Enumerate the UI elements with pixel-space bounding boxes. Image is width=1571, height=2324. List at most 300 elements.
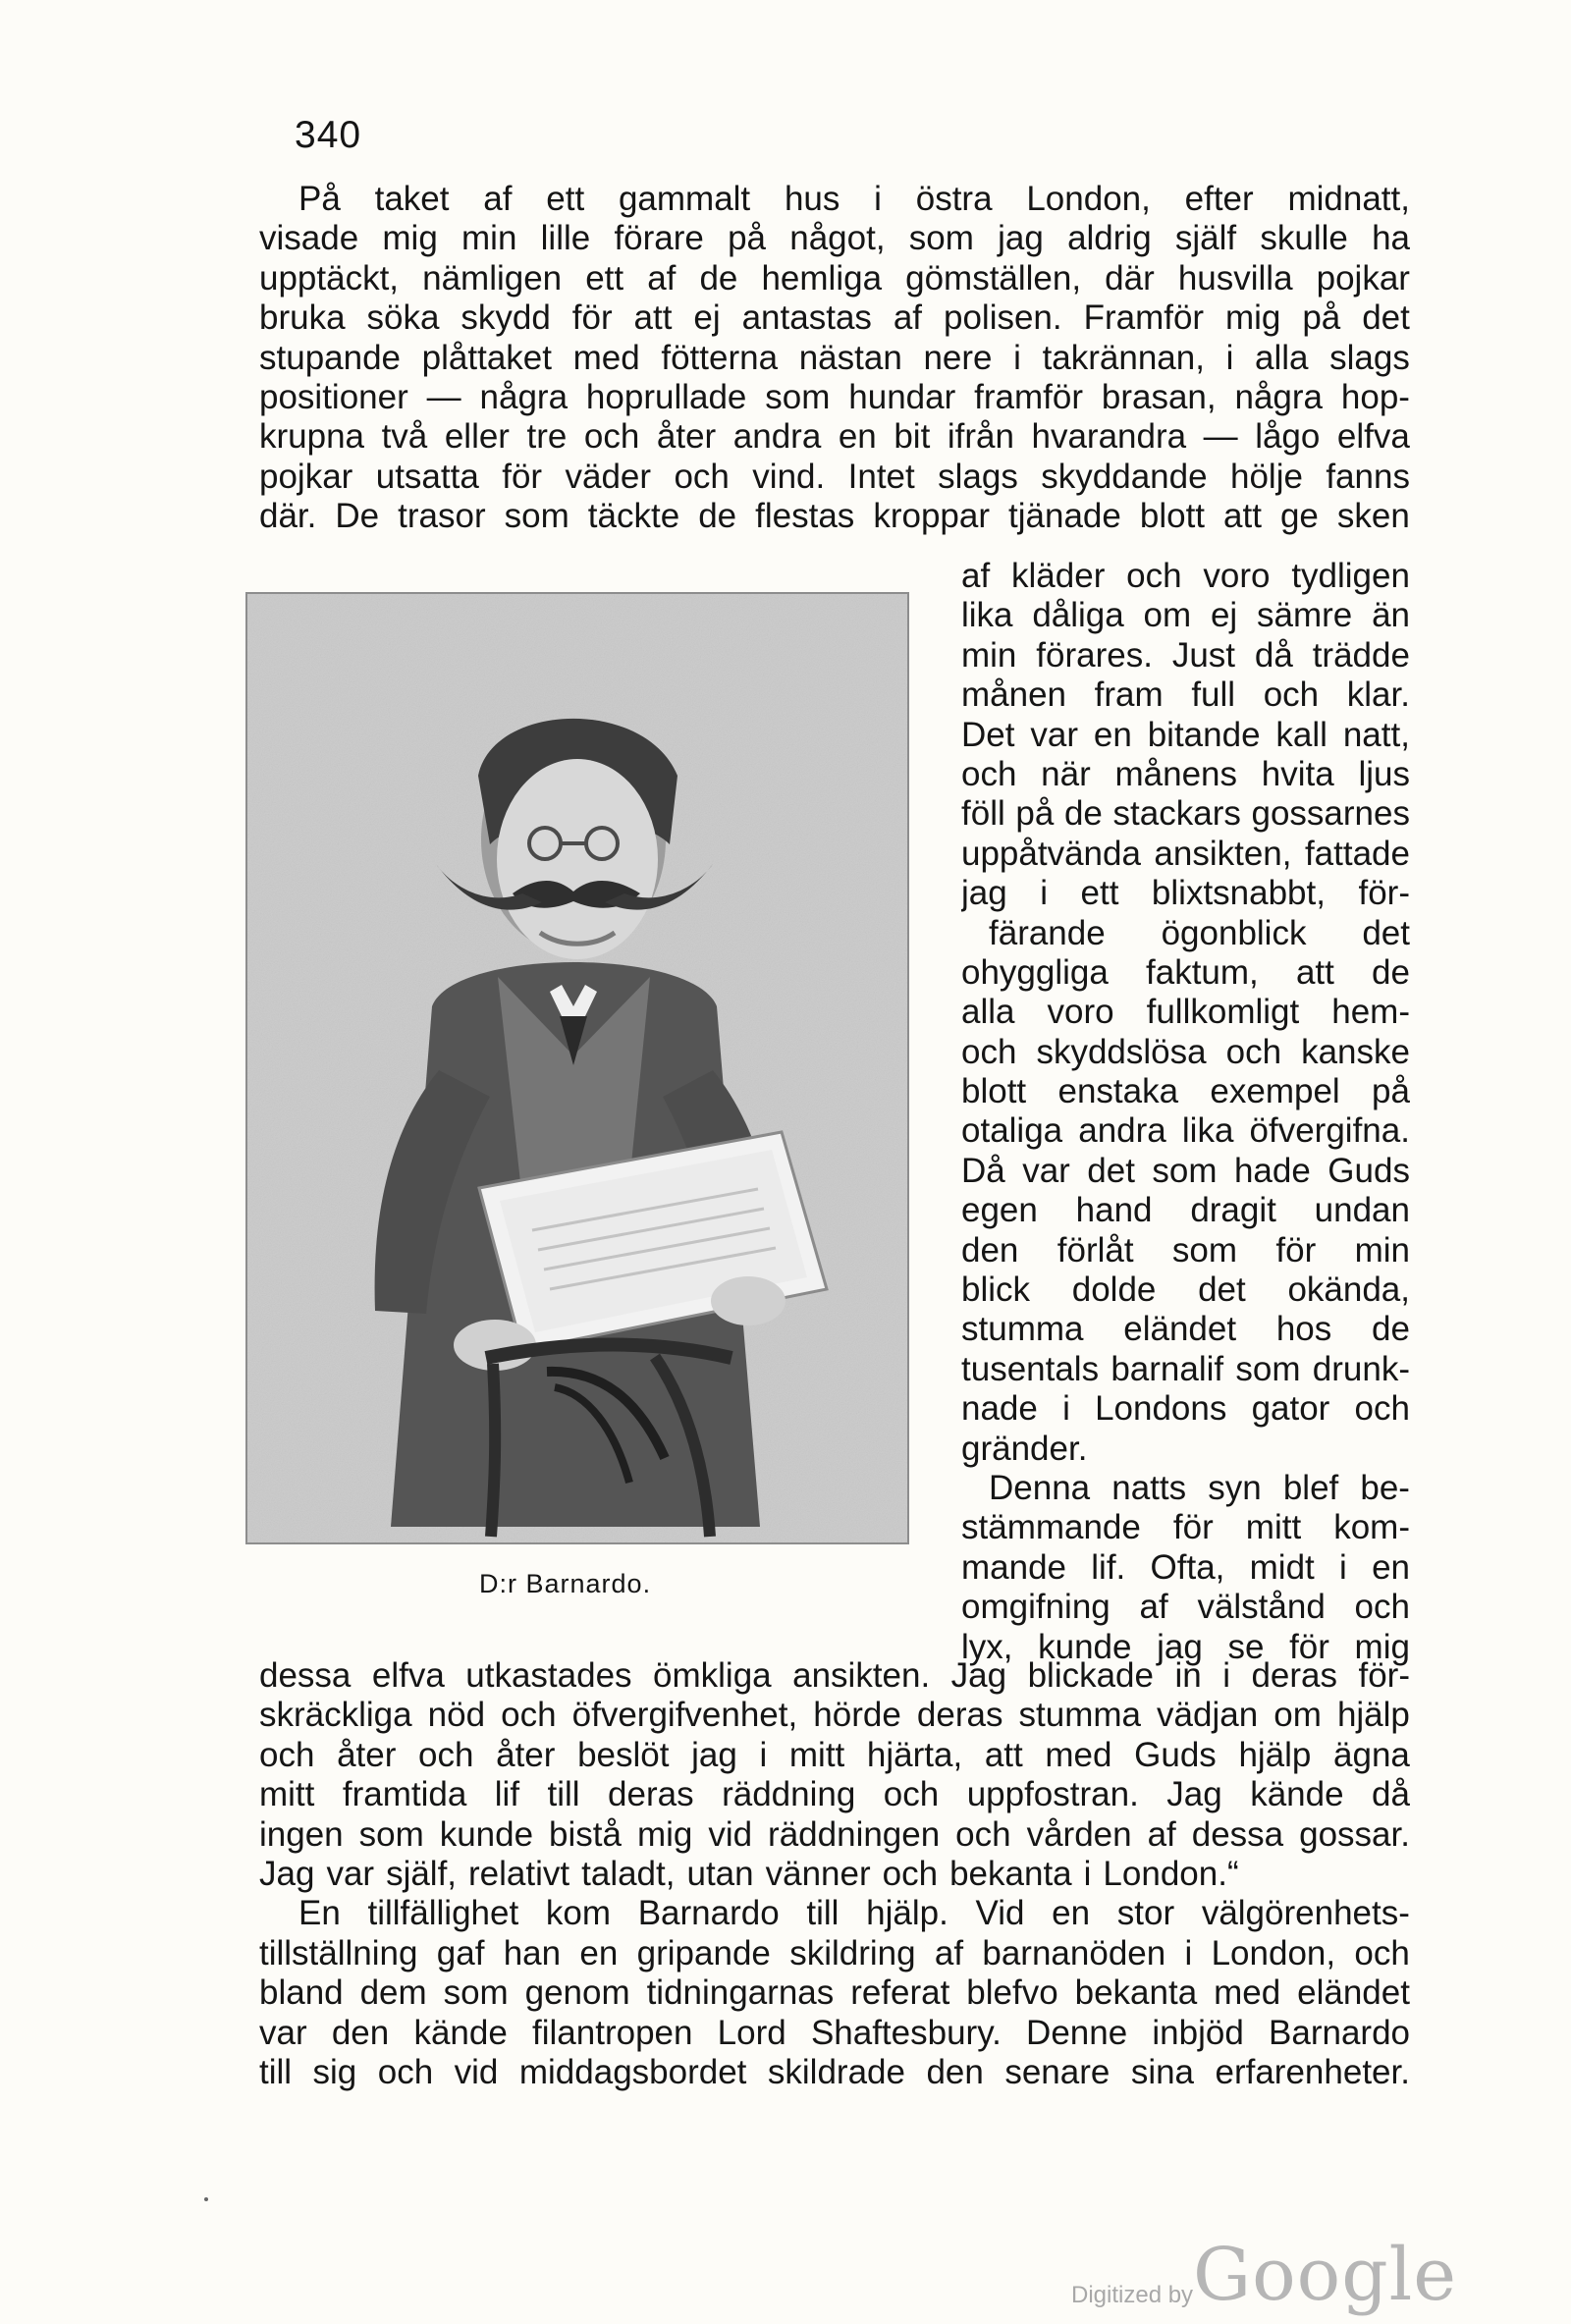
word: referat — [850, 1973, 950, 2013]
word: blefvo — [966, 1973, 1058, 2013]
word: tjänade — [1008, 497, 1121, 536]
portrait-photo — [245, 592, 909, 1544]
word: krupna — [259, 417, 365, 457]
word: bland — [259, 1973, 344, 2013]
word: ansikten. — [792, 1656, 931, 1695]
word: det — [1362, 298, 1410, 338]
word: det — [1198, 1270, 1246, 1310]
word: stor — [1116, 1894, 1175, 1933]
word: slags — [938, 457, 1018, 496]
word: gator — [1251, 1389, 1330, 1429]
word: den — [331, 2013, 390, 2052]
word: Shaftesbury. — [810, 2013, 1002, 2052]
text-line — [961, 794, 1410, 834]
word: vädjan — [1157, 1696, 1259, 1735]
word: var — [326, 1854, 375, 1893]
word: enstaka — [1057, 1072, 1179, 1111]
word: trädde — [1312, 635, 1410, 675]
word: bistå — [549, 1814, 622, 1854]
word: af — [893, 298, 923, 338]
top-text-block — [259, 180, 1410, 537]
text-line — [961, 1152, 1410, 1191]
word: kände — [413, 2013, 508, 2052]
word: Denna — [989, 1468, 1091, 1507]
word: Ofta, — [1150, 1547, 1225, 1587]
word: bekanta — [949, 1854, 1072, 1893]
word: ögonblick — [1161, 913, 1307, 952]
word: eländet — [1123, 1310, 1237, 1349]
word: några — [1234, 377, 1324, 416]
word: hjärta, — [866, 1735, 963, 1774]
word: in — [1174, 1656, 1202, 1695]
photo-caption: D:r Barnardo. — [479, 1569, 652, 1598]
word: taket — [374, 180, 450, 218]
text-line — [961, 1389, 1410, 1429]
word: eller — [444, 417, 510, 457]
text-line — [259, 180, 1410, 219]
word: öfvergifvenhet, — [571, 1696, 798, 1735]
word: kunde — [439, 1814, 534, 1854]
word: klar. — [1346, 676, 1410, 715]
word: sken — [1336, 497, 1410, 536]
word: skyddande — [1041, 457, 1208, 496]
word: på — [1302, 298, 1341, 338]
word: egen — [961, 1191, 1038, 1230]
text-line — [259, 2053, 1410, 2092]
word: mig — [636, 1814, 693, 1854]
word: tre — [526, 417, 568, 457]
word: Vid — [975, 1894, 1025, 1933]
word: skulle — [1260, 219, 1348, 258]
word: välstånd — [1197, 1588, 1326, 1627]
word: täckte — [587, 497, 680, 536]
word: mitt — [788, 1735, 845, 1774]
text-line — [259, 259, 1410, 298]
word: om — [1273, 1696, 1322, 1735]
word: Jag — [950, 1656, 1007, 1695]
word: vind. — [752, 457, 826, 496]
word: och — [1354, 1389, 1410, 1429]
word: deras — [608, 1775, 694, 1814]
word: utsatta — [375, 457, 479, 496]
word: färande — [989, 913, 1106, 952]
word: lika — [961, 596, 1013, 635]
word: skydd — [460, 298, 551, 338]
word: på — [728, 219, 767, 258]
word: pojkar — [259, 457, 353, 496]
word: kroppar — [873, 497, 990, 536]
word: sämre — [1257, 596, 1353, 635]
word: okända, — [1287, 1270, 1410, 1310]
text-line — [961, 755, 1410, 794]
word: voro — [1203, 557, 1271, 595]
word: mitt — [259, 1775, 315, 1814]
word: På — [298, 180, 341, 218]
word: om — [1143, 596, 1192, 635]
word: med — [1045, 1735, 1112, 1774]
word: undan — [1314, 1191, 1410, 1230]
word: till — [547, 1775, 580, 1814]
word: blick — [961, 1270, 1031, 1310]
word: faktum, — [1146, 952, 1259, 992]
word: barnalif — [1111, 1349, 1224, 1388]
word: jag — [961, 874, 1007, 913]
word: en — [838, 417, 877, 457]
word: kunde — [1038, 1627, 1132, 1666]
word: i — [1062, 1389, 1070, 1429]
word: uppfostran. — [966, 1775, 1139, 1814]
word: skildring — [789, 1933, 916, 1973]
word: som — [765, 377, 831, 416]
word: af — [647, 258, 677, 297]
word: lille — [540, 219, 591, 258]
word: min — [461, 219, 517, 258]
word: den — [961, 1230, 1019, 1270]
word: efter — [1184, 180, 1254, 218]
word: hjälp — [1238, 1735, 1312, 1774]
word: se — [1227, 1627, 1265, 1666]
word: aldrig — [1067, 219, 1152, 258]
word: Just — [1171, 635, 1236, 675]
text-line — [259, 219, 1410, 258]
word: bekanta — [1074, 1973, 1198, 2013]
word: hvita — [1261, 754, 1334, 793]
word: Denne — [1026, 2013, 1128, 2052]
word: på — [1015, 794, 1055, 834]
word: själf, — [386, 1854, 458, 1893]
word: han — [503, 1933, 562, 1973]
word: och — [1354, 1933, 1410, 1973]
word: Barnardo — [637, 1894, 780, 1933]
word: blott — [1139, 497, 1206, 536]
word: Intet — [847, 457, 915, 496]
word: i — [1225, 338, 1234, 377]
word: blickade — [1027, 1656, 1154, 1695]
word: Det — [961, 715, 1015, 754]
word: det — [1362, 913, 1410, 952]
word: mitt — [1245, 1508, 1302, 1547]
word: hand — [1075, 1191, 1153, 1230]
word: ägna — [1333, 1735, 1410, 1774]
word: genom — [524, 1973, 630, 2013]
word: lyx, — [961, 1627, 1013, 1666]
word: kall — [1275, 715, 1327, 754]
word: Guds — [1327, 1151, 1410, 1190]
word: välgörenhets- — [1201, 1894, 1410, 1933]
word: för — [1172, 1508, 1214, 1547]
word: af — [934, 1933, 964, 1973]
word: — — [426, 377, 461, 416]
word: där. — [259, 497, 317, 536]
text-line — [961, 1231, 1410, 1270]
word: själf — [1174, 219, 1237, 258]
word: En — [298, 1894, 341, 1933]
word: dem — [359, 1973, 427, 2013]
text-line — [961, 676, 1410, 715]
word: som — [504, 497, 569, 536]
word: kom — [545, 1894, 612, 1933]
word: i — [874, 180, 882, 218]
word: då — [1372, 1775, 1410, 1814]
text-line — [961, 993, 1410, 1032]
word: när — [1041, 754, 1091, 793]
text-line — [259, 1736, 1410, 1775]
word: syn — [1208, 1468, 1262, 1507]
word: London, — [1026, 180, 1151, 218]
word: framtida — [342, 1775, 467, 1814]
word: var — [259, 2013, 307, 2052]
word: sig — [312, 2052, 357, 2091]
word: Guds — [1134, 1735, 1217, 1774]
text-line — [961, 1430, 1410, 1469]
word: och — [1354, 1588, 1410, 1627]
word: dessa — [259, 1656, 352, 1695]
word: åter — [496, 1735, 556, 1774]
word: stumma — [961, 1310, 1084, 1349]
word: hade — [1233, 1151, 1311, 1190]
word: pojkar — [1316, 258, 1410, 297]
word: kläder — [1011, 557, 1106, 595]
word: och — [882, 1854, 939, 1893]
word: vården — [1026, 1814, 1132, 1854]
word: söka — [366, 298, 440, 338]
word: en — [1093, 715, 1132, 754]
word: hus — [784, 180, 840, 218]
word: jag — [691, 1735, 737, 1774]
word: alla — [961, 993, 1015, 1032]
word: en — [579, 1933, 619, 1973]
word: plåttaket — [421, 338, 552, 377]
word: min — [961, 635, 1017, 675]
word: omgifning — [961, 1588, 1111, 1627]
word: och — [674, 457, 730, 496]
word: att — [633, 298, 673, 338]
bottom-text-block — [259, 1656, 1410, 2092]
word: och — [259, 1735, 315, 1774]
word: stupande — [259, 338, 402, 377]
word: positioner — [259, 377, 408, 416]
word: tillställning — [259, 1933, 418, 1973]
text-line — [259, 339, 1410, 378]
word: nästan — [798, 338, 902, 377]
word: drunk- — [1312, 1349, 1410, 1388]
word: räddning — [722, 1775, 856, 1814]
word: upptäckt, — [259, 258, 400, 297]
side-text-block — [961, 557, 1410, 1667]
word: hörde — [813, 1696, 901, 1735]
word: middagsbordet — [518, 2052, 747, 2091]
word: deras — [1251, 1656, 1337, 1695]
word: öfvergifna. — [1249, 1111, 1410, 1151]
word: som — [908, 219, 974, 258]
word: hjälp — [1336, 1696, 1410, 1735]
word: i — [1083, 1854, 1092, 1893]
text-line — [259, 458, 1410, 497]
word: antastas — [741, 298, 872, 338]
word: tidningarnas — [646, 1973, 835, 2013]
word: gripande — [636, 1933, 771, 1973]
word: för — [1275, 1230, 1317, 1270]
word: som — [1235, 1349, 1301, 1388]
word: husvilla — [1177, 258, 1293, 297]
word: jag — [998, 219, 1044, 258]
word: som — [358, 1814, 424, 1854]
text-line — [259, 1696, 1410, 1735]
word: brasan, — [1101, 377, 1217, 416]
word: till — [806, 1894, 840, 1933]
word: kände — [1250, 1775, 1344, 1814]
word: dolde — [1071, 1270, 1157, 1310]
text-line — [961, 1111, 1410, 1151]
word: ej — [1210, 596, 1238, 635]
word: be- — [1360, 1468, 1410, 1507]
word: taladt, — [581, 1854, 676, 1893]
word: trasor — [398, 497, 486, 536]
word: andra — [732, 417, 822, 457]
word: som — [1152, 1151, 1218, 1190]
word: förares. — [1036, 635, 1153, 675]
scan-speck — [204, 2197, 208, 2201]
word: Då — [961, 1151, 1005, 1190]
word: senare — [1004, 2052, 1111, 2091]
word: af — [1139, 1588, 1168, 1627]
word: och — [377, 2052, 434, 2091]
text-line — [961, 1191, 1410, 1230]
word: föll — [961, 794, 1005, 834]
word: för — [571, 298, 613, 338]
word: ej — [693, 298, 721, 338]
word: de — [1063, 794, 1103, 834]
text-line — [961, 914, 1410, 953]
word: några — [479, 377, 569, 416]
text-line — [961, 1033, 1410, 1072]
word: filantropen — [532, 2013, 693, 2052]
word: det — [1087, 1151, 1135, 1190]
word: fötterna — [661, 338, 779, 377]
word: ett — [585, 258, 624, 297]
text-line — [259, 1775, 1410, 1814]
word: att — [1223, 497, 1262, 536]
word: för- — [1358, 1656, 1410, 1695]
word: gömställen, — [905, 258, 1082, 297]
word: och — [1126, 557, 1182, 595]
word: nere — [923, 338, 993, 377]
word: hemliga — [761, 258, 883, 297]
word: jag — [1157, 1627, 1203, 1666]
word: relativt — [468, 1854, 570, 1893]
word: De — [335, 497, 380, 536]
word: blott — [961, 1072, 1027, 1111]
word: exempel — [1210, 1072, 1340, 1111]
word: hoprullade — [585, 377, 747, 416]
word: lif. — [1091, 1547, 1126, 1587]
word: otaliga — [961, 1111, 1063, 1151]
watermark-brand: Google — [1193, 2233, 1458, 2317]
word: på — [1372, 1072, 1410, 1111]
word: midnatt, — [1287, 180, 1410, 218]
text-line — [259, 1656, 1410, 1696]
word: förlåt — [1056, 1230, 1134, 1270]
text-line — [259, 497, 1410, 536]
word: två — [381, 417, 428, 457]
word: ha — [1372, 219, 1410, 258]
word: stackars — [1112, 794, 1241, 834]
word: med — [1214, 1973, 1281, 2013]
word: fullkomligt — [1146, 993, 1300, 1032]
watermark-prefix: Digitized by — [1071, 2282, 1194, 2308]
word: Barnardo — [1269, 2013, 1410, 2052]
word: åter — [656, 417, 717, 457]
word: en — [1372, 1547, 1410, 1587]
word: dragit — [1190, 1191, 1276, 1230]
text-line — [961, 557, 1410, 596]
text-line — [961, 1350, 1410, 1389]
word: en — [1052, 1894, 1091, 1933]
text-line — [961, 874, 1410, 913]
word: och — [955, 1814, 1011, 1854]
word: ett — [546, 180, 585, 218]
word: gränder. — [961, 1429, 1088, 1468]
word: fanns — [1326, 457, 1410, 496]
word: något, — [789, 219, 886, 258]
text-line — [961, 1310, 1410, 1349]
word: London.“ — [1103, 1854, 1239, 1893]
word: vid — [708, 1814, 753, 1854]
word: månens — [1114, 754, 1238, 793]
word: uppåtvända — [961, 834, 1141, 873]
word: lika — [1181, 1111, 1234, 1151]
word: full — [1191, 676, 1236, 715]
word: fattade — [1304, 834, 1410, 873]
word: ohyggliga — [961, 952, 1109, 992]
word: mig — [382, 219, 438, 258]
text-line — [961, 636, 1410, 676]
text-line — [961, 835, 1410, 874]
word: andra — [1078, 1111, 1166, 1151]
word: ett — [1080, 874, 1119, 913]
word: dåliga — [1032, 596, 1124, 635]
word: Jag — [1166, 1775, 1222, 1814]
word: och — [501, 1696, 557, 1735]
word: gammalt — [618, 180, 751, 218]
word: och — [1225, 1032, 1282, 1071]
word: deras — [916, 1696, 1003, 1735]
word: var — [1022, 1151, 1070, 1190]
page-number: 340 — [295, 114, 362, 156]
word: takrännan, — [1042, 338, 1205, 377]
word: de — [1372, 1310, 1410, 1349]
word: ingen — [259, 1814, 344, 1854]
word: bitande — [1147, 715, 1261, 754]
word: London, — [1211, 1933, 1336, 1973]
word: gaf — [436, 1933, 485, 1973]
text-line — [259, 298, 1410, 338]
text-line — [961, 716, 1410, 755]
word: flestas — [755, 497, 855, 536]
word: de — [699, 258, 738, 297]
text-line — [961, 953, 1410, 993]
word: i — [1222, 1656, 1230, 1695]
text-line — [961, 1508, 1410, 1547]
text-line — [259, 1934, 1410, 1973]
word: de — [1372, 952, 1410, 992]
word: och — [961, 1032, 1017, 1071]
word: ge — [1279, 497, 1319, 536]
word: af — [1147, 1814, 1176, 1854]
word: alla — [1255, 338, 1309, 377]
word: förare — [614, 219, 704, 258]
word: med — [572, 338, 640, 377]
